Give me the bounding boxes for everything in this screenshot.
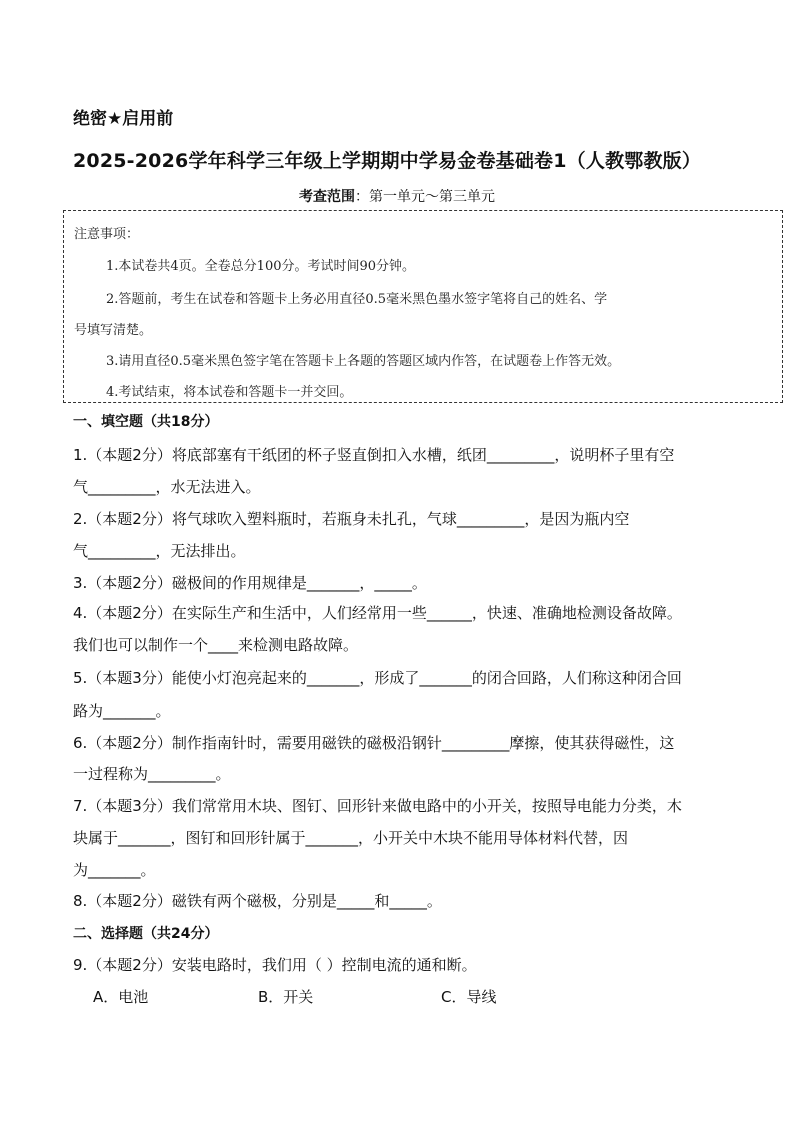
notice-box <box>63 210 783 403</box>
question-line: 2.（本题2分）将气球吹入塑料瓶时，若瓶身未扎孔，气球_________，是因为瓶内空 <box>73 510 630 528</box>
question-line: 1.（本题2分）将底部塞有干纸团的杯子竖直倒扣入水槽，纸团_________，说明杯子里有空 <box>73 446 675 464</box>
notice-line: 2.答题前，考生在试卷和答题卡上务必用直径0.5毫米黑色墨水签字笔将自己的姓名、学 <box>106 292 608 307</box>
question-line: 气_________，无法排出。 <box>73 542 246 560</box>
section-heading-fill-blank: 一、填空题（共18分） <box>73 414 219 430</box>
question-line: 我们也可以制作一个____来检测电路故障。 <box>73 636 359 654</box>
option-c: C．导线 <box>441 988 497 1006</box>
question-line: 9.（本题2分）安装电路时，我们用（ ）控制电流的通和断。 <box>73 956 477 974</box>
question-line: 3.（本题2分）磁极间的作用规律是_______，_____。 <box>73 574 427 592</box>
question-line: 8.（本题2分）磁铁有两个磁极，分别是_____和_____。 <box>73 892 442 910</box>
question-line: 一过程称为_________。 <box>73 765 231 783</box>
notice-line: 4.考试结束，将本试卷和答题卡一并交回。 <box>106 385 353 400</box>
notice-line: 3.请用直径0.5毫米黑色签字笔在答题卡上各题的答题区域内作答，在试题卷上作答无效。 <box>106 354 621 369</box>
question-line: 6.（本题2分）制作指南针时，需要用磁铁的磁极沿钢针_________摩擦，使其获得磁性，这 <box>73 734 675 752</box>
exam-scope <box>0 186 794 206</box>
notice-line: 1.本试卷共4页。全卷总分100分。考试时间90分钟。 <box>106 259 416 274</box>
question-line: 5.（本题3分）能使小灯泡亮起来的_______，形成了_______的闭合回路，人们称这种闭合回 <box>73 669 682 687</box>
confidential-label: 绝密★启用前 <box>73 109 174 129</box>
scope-label: 考查范围 <box>299 189 355 205</box>
question-line: 为_______。 <box>73 861 156 879</box>
scope-value: ：第一单元～第三单元 <box>355 189 495 205</box>
section-heading-multiple-choice: 二、选择题（共24分） <box>73 926 219 942</box>
notice-line: 号填写清楚。 <box>74 323 153 338</box>
question-line: 7.（本题3分）我们常常用木块、图钉、回形针来做电路中的小开关，按照导电能力分类，木 <box>73 797 682 815</box>
notice-heading: 注意事项： <box>74 227 140 242</box>
question-line: 块属于_______，图钉和回形针属于_______，小开关中木块不能用导体材料代替，因 <box>73 829 629 847</box>
exam-title: 2025-2026学年科学三年级上学期期中学易金卷基础卷1（人教鄂教版） <box>73 150 702 172</box>
question-line: 4.（本题2分）在实际生产和生活中，人们经常用一些______，快速、准确地检测设备故障。 <box>73 604 682 622</box>
option-b: B．开关 <box>258 988 314 1006</box>
question-line: 路为_______。 <box>73 702 171 720</box>
option-a: A．电池 <box>93 988 149 1006</box>
question-line: 气_________，水无法进入。 <box>73 478 261 496</box>
